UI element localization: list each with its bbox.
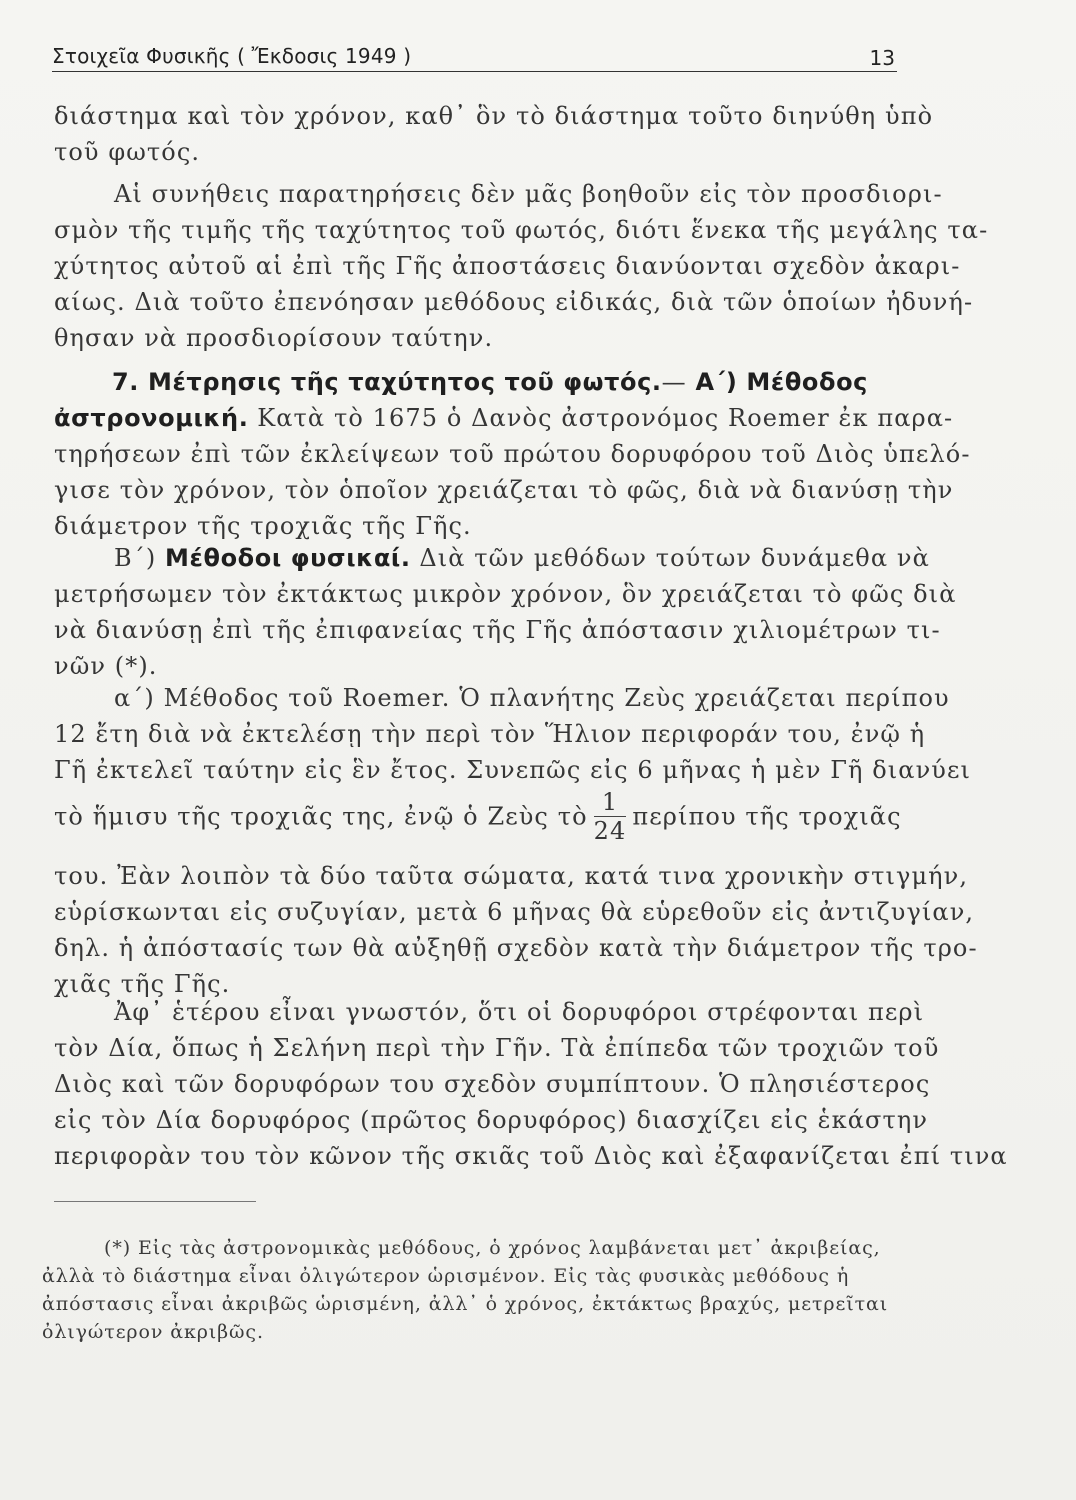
text-line: νὰ διανύσῃ ἐπὶ τῆς ἐπιφανείας τῆς Γῆς ἀπόστασιν χιλιομέτρων τι- xyxy=(54,616,941,644)
text-line: γισε τὸν χρόνον, τὸν ὁποῖον χρειάζεται τὸ φῶς, διὰ νὰ διανύσῃ τὴν xyxy=(54,476,954,504)
footnote-line: ἀπόστασις εἶναι ἀκριβῶς ὡρισμένη, ἀλλ᾽ ὁ χρόνος, ἐκτάκτως βραχύς, μετρεῖται xyxy=(42,1293,889,1315)
header-rule xyxy=(52,71,897,72)
method-a-text: Κατὰ τὸ 1675 ὁ Δανὸς ἀστρονόμος Roemer ἐκ παρα- xyxy=(257,404,954,432)
fraction-line-before: τὸ ἥμισυ τῆς τροχιᾶς της, ἐνῷ ὁ Ζεὺς τὸ xyxy=(54,802,588,831)
section-heading-line xyxy=(54,364,896,400)
text-line: τὸν Δία, ὅπως ἡ Σελήνη περὶ τὴν Γῆν. Τὰ ἐπίπεδα τῶν τροχιῶν τοῦ xyxy=(54,1034,940,1062)
footnote-rule xyxy=(54,1201,256,1202)
method-a-label: Α΄) Μέθοδος xyxy=(695,368,868,396)
text-line: 12 ἔτη διὰ νὰ ἐκτελέσῃ τὴν περὶ τὸν Ἥλιον περιφοράν του, ἐνῷ ἡ xyxy=(54,720,926,748)
text-line: θησαν νὰ προσδιορίσουν ταύτην. xyxy=(54,324,494,352)
paragraph-intro-continuation xyxy=(54,98,934,170)
text-line: δηλ. ἡ ἀπόστασίς των θὰ αὐξηθῇ σχεδὸν κατὰ τὴν διάμετρον τῆς τρο- xyxy=(54,934,978,962)
text-line: α΄) Μέθοδος τοῦ Roemer. Ὁ πλανήτης Ζεὺς χρειάζεται περίπου xyxy=(114,684,950,712)
fraction-denominator: 24 xyxy=(593,817,627,845)
text-line: τηρήσεων ἐπὶ τῶν ἐκλείψεων τοῦ πρώτου δορυφόρου τοῦ Διὸς ὑπελό- xyxy=(54,440,971,468)
footnote-line: ὀλιγώτερον ἀκριβῶς. xyxy=(42,1321,264,1343)
method-b-label: Β΄) xyxy=(114,544,157,572)
text-line: νῶν (*). xyxy=(54,652,158,680)
footnote xyxy=(42,1234,902,1346)
text-line: περιφορὰν του τὸν κῶνον τῆς σκιᾶς τοῦ Διὸς καὶ ἐξαφανίζεται ἐπί τινα xyxy=(54,1142,1008,1170)
text-line: Διὸς καὶ τῶν δορυφόρων του σχεδὸν συμπίπτουν. Ὁ πλησιέστερος xyxy=(54,1070,931,1098)
method-a-title: ἀστρονομική. xyxy=(54,404,249,432)
text-line: εἰς τὸν Δία δορυφόρος (πρῶτος δορυφόρος) διασχίζει εἰς ἑκάστην xyxy=(54,1106,929,1134)
fraction-line-after: περίπου τῆς τροχιᾶς xyxy=(632,802,902,831)
paragraph-observations xyxy=(54,176,989,356)
text-line: χιᾶς τῆς Γῆς. xyxy=(54,970,231,998)
text-line: διάστημα καὶ τὸν χρόνον, καθ᾽ ὃν τὸ διάστημα τοῦτο διηνύθη ὑπὸ xyxy=(54,102,934,130)
section-heading: 7. Μέτρησις τῆς ταχύτητος τοῦ φωτός. xyxy=(112,368,662,396)
footnote-line: ἀλλὰ τὸ διάστημα εἶναι ὀλιγώτερον ὡρισμένον. Εἰς τὰς φυσικὰς μεθόδους ἡ xyxy=(42,1265,850,1287)
paragraph-physical-methods xyxy=(54,540,957,684)
heading-dash: — xyxy=(661,368,687,396)
text-line: του. Ἐὰν λοιπὸν τὰ δύο ταῦτα σώματα, κατά τινα χρονικὴν στιγμήν, xyxy=(54,862,969,890)
text-line: εὑρίσκωνται εἰς συζυγίαν, μετὰ 6 μῆνας θὰ εὑρεθοῦν εἰς ἀντιζυγίαν, xyxy=(54,898,975,926)
text-line: Γῆ ἐκτελεῖ ταύτην εἰς ἓν ἔτος. Συνεπῶς εἰς 6 μῆνας ἡ μὲν Γῆ διανύει xyxy=(54,756,972,784)
fraction-one-twentyfourth xyxy=(594,788,627,845)
running-title: Στοιχεῖα Φυσικῆς ( Ἔκδοσις 1949 ) xyxy=(52,44,412,68)
text-line: μετρήσωμεν τὸν ἐκτάκτως μικρὸν χρόνον, ὃν χρειάζεται τὸ φῶς διὰ xyxy=(54,580,957,608)
text-line: Αἱ συνήθεις παρατηρήσεις δὲν μᾶς βοηθοῦν εἰς τὸν προσδιορι- xyxy=(114,180,943,208)
method-b-title: Μέθοδοι φυσικαί. xyxy=(165,544,411,572)
text-line: αίως. Διὰ τοῦτο ἐπενόησαν μεθόδους εἰδικάς, διὰ τῶν ὁποίων ἠδυνή- xyxy=(54,288,974,316)
method-b-text: Διὰ τῶν μεθόδων τούτων δυνάμεθα νὰ xyxy=(419,544,930,572)
text-line: σμὸν τῆς τιμῆς τῆς ταχύτητος τοῦ φωτός, διότι ἕνεκα τῆς μεγάλης τα- xyxy=(54,216,989,244)
fraction-numerator: 1 xyxy=(594,788,627,817)
section-7 xyxy=(54,364,971,544)
paragraph-satellites xyxy=(54,994,1008,1174)
text-line: διάμετρον τῆς τροχιᾶς τῆς Γῆς. xyxy=(54,512,472,540)
text-line xyxy=(54,400,954,436)
text-line: τοῦ φωτός. xyxy=(54,138,201,166)
fraction-line xyxy=(54,788,902,858)
page-number: 13 xyxy=(869,46,895,70)
page-header xyxy=(52,44,897,76)
paragraph-roemer-method xyxy=(54,680,978,1002)
text-line: χύτητος αὐτοῦ αἱ ἐπὶ τῆς Γῆς ἀποστάσεις διανύονται σχεδὸν ἀκαρι- xyxy=(54,252,961,280)
text-line xyxy=(54,540,930,576)
text-line: Ἀφ᾽ ἑτέρου εἶναι γνωστόν, ὅτι οἱ δορυφόροι στρέφονται περὶ xyxy=(114,998,925,1026)
footnote-line: (*) Εἰς τὰς ἀστρονομικὰς μεθόδους, ὁ χρόνος λαμβάνεται μετ᾽ ἀκριβείας, xyxy=(104,1237,881,1259)
